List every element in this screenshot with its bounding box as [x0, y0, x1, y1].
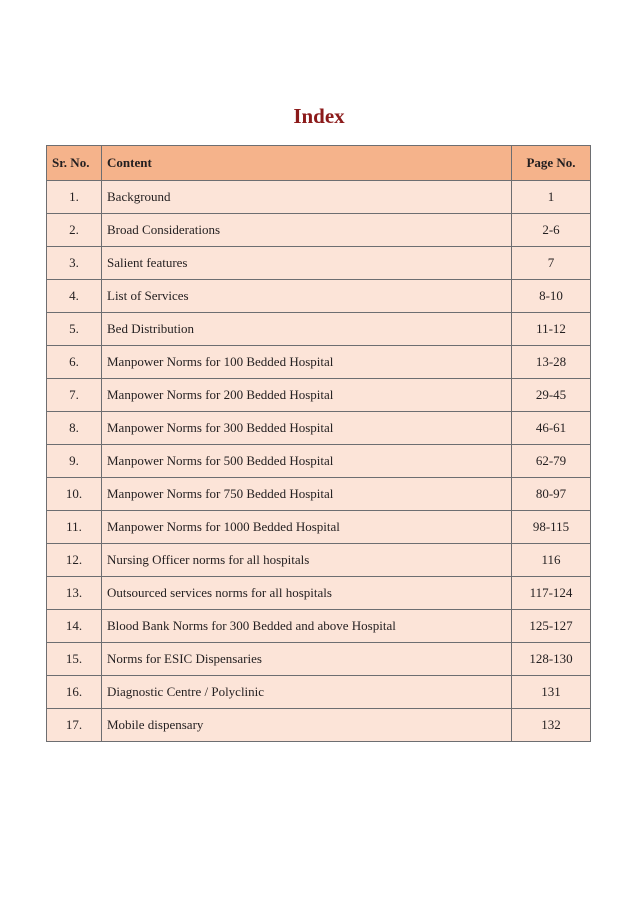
- header-sr-no: Sr. No.: [47, 146, 102, 181]
- content-cell: Blood Bank Norms for 300 Bedded and above Hospital: [102, 610, 512, 643]
- table-row: [47, 511, 591, 544]
- content-cell: Background: [102, 181, 512, 214]
- index-table: [46, 145, 591, 742]
- sr-no-cell: 14.: [47, 610, 102, 643]
- sr-no-cell: 7.: [47, 379, 102, 412]
- content-cell: Manpower Norms for 200 Bedded Hospital: [102, 379, 512, 412]
- table-row: [47, 214, 591, 247]
- sr-no-cell: 10.: [47, 478, 102, 511]
- sr-no-cell: 1.: [47, 181, 102, 214]
- page-no-cell: 29-45: [512, 379, 591, 412]
- content-cell: Salient features: [102, 247, 512, 280]
- content-cell: Outsourced services norms for all hospitals: [102, 577, 512, 610]
- header-page-no: Page No.: [512, 146, 591, 181]
- sr-no-cell: 11.: [47, 511, 102, 544]
- content-cell: Manpower Norms for 1000 Bedded Hospital: [102, 511, 512, 544]
- sr-no-cell: 8.: [47, 412, 102, 445]
- table-row: [47, 445, 591, 478]
- table-header: [47, 146, 591, 181]
- sr-no-cell: 5.: [47, 313, 102, 346]
- page-no-cell: 62-79: [512, 445, 591, 478]
- table-row: [47, 676, 591, 709]
- table-row: [47, 478, 591, 511]
- sr-no-cell: 16.: [47, 676, 102, 709]
- content-cell: Mobile dispensary: [102, 709, 512, 742]
- table-row: [47, 412, 591, 445]
- sr-no-cell: 2.: [47, 214, 102, 247]
- page-no-cell: 8-10: [512, 280, 591, 313]
- page-no-cell: 2-6: [512, 214, 591, 247]
- page-no-cell: 1: [512, 181, 591, 214]
- page-no-cell: 128-130: [512, 643, 591, 676]
- table-body: [47, 181, 591, 742]
- table-row: [47, 709, 591, 742]
- sr-no-cell: 12.: [47, 544, 102, 577]
- page-no-cell: 125-127: [512, 610, 591, 643]
- page-no-cell: 7: [512, 247, 591, 280]
- page-no-cell: 131: [512, 676, 591, 709]
- sr-no-cell: 4.: [47, 280, 102, 313]
- table-row: [47, 643, 591, 676]
- sr-no-cell: 13.: [47, 577, 102, 610]
- page-no-cell: 132: [512, 709, 591, 742]
- page-title: Index: [293, 104, 345, 128]
- table-row: [47, 313, 591, 346]
- table-row: [47, 544, 591, 577]
- content-cell: List of Services: [102, 280, 512, 313]
- header-row: [47, 146, 591, 181]
- table-row: [47, 577, 591, 610]
- content-cell: Diagnostic Centre / Polyclinic: [102, 676, 512, 709]
- page-no-cell: 98-115: [512, 511, 591, 544]
- page-no-cell: 13-28: [512, 346, 591, 379]
- table-row: [47, 346, 591, 379]
- content-cell: Bed Distribution: [102, 313, 512, 346]
- sr-no-cell: 17.: [47, 709, 102, 742]
- content-cell: Norms for ESIC Dispensaries: [102, 643, 512, 676]
- content-cell: Nursing Officer norms for all hospitals: [102, 544, 512, 577]
- table-row: [47, 247, 591, 280]
- page-no-cell: 117-124: [512, 577, 591, 610]
- sr-no-cell: 9.: [47, 445, 102, 478]
- sr-no-cell: 15.: [47, 643, 102, 676]
- page-no-cell: 11-12: [512, 313, 591, 346]
- table-row: [47, 610, 591, 643]
- content-cell: Broad Considerations: [102, 214, 512, 247]
- header-content: Content: [102, 146, 512, 181]
- page-no-cell: 116: [512, 544, 591, 577]
- content-cell: Manpower Norms for 750 Bedded Hospital: [102, 478, 512, 511]
- table-row: [47, 280, 591, 313]
- table-row: [47, 181, 591, 214]
- content-cell: Manpower Norms for 300 Bedded Hospital: [102, 412, 512, 445]
- table-row: [47, 379, 591, 412]
- content-cell: Manpower Norms for 100 Bedded Hospital: [102, 346, 512, 379]
- sr-no-cell: 3.: [47, 247, 102, 280]
- sr-no-cell: 6.: [47, 346, 102, 379]
- page-no-cell: 80-97: [512, 478, 591, 511]
- content-cell: Manpower Norms for 500 Bedded Hospital: [102, 445, 512, 478]
- page-no-cell: 46-61: [512, 412, 591, 445]
